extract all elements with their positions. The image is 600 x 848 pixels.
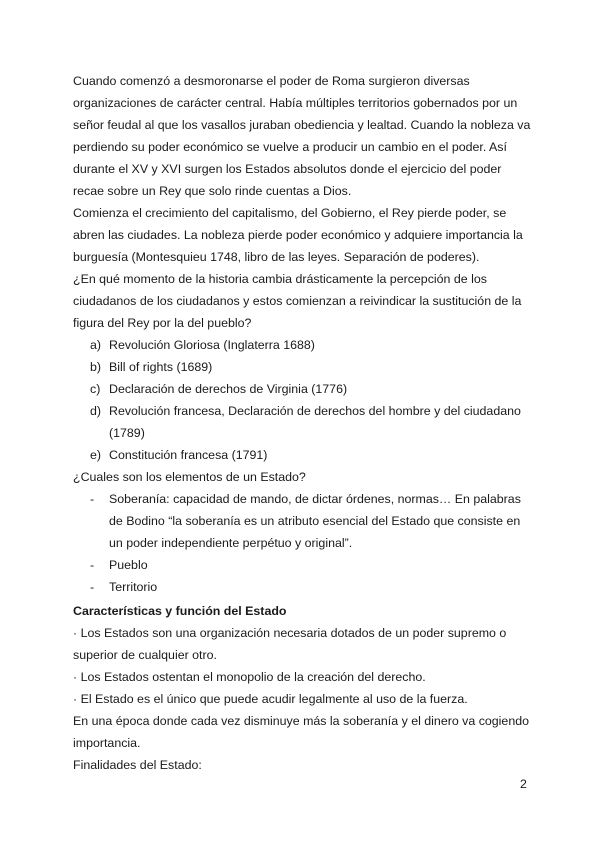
list-item: [73, 444, 533, 466]
characteristic-line: · El Estado es el único que puede acudir legalmente al uso de la fuerza.: [73, 692, 468, 706]
list-marker: e): [90, 448, 102, 462]
state-elements-list: [73, 488, 533, 598]
list-item-text: Revolución francesa, Declaración de derechos del hombre y del ciudadano (1789): [109, 404, 521, 440]
list-marker: a): [90, 338, 102, 352]
list-item: [73, 356, 533, 378]
characteristic-line: · Los Estados son una organización necesaria dotados de un poder supremo o superior de cualquier otro.: [73, 626, 507, 662]
list-item: [73, 334, 533, 356]
closing-paragraph: En una época donde cada vez disminuye más la soberanía y el dinero va cogiendo importancia.: [73, 714, 529, 750]
list-item: [73, 488, 533, 554]
list-marker: -: [90, 558, 95, 572]
list-item-text: Soberanía: capacidad de mando, de dictar órdenes, normas… En palabras de Bodino “la soberanía es un atributo esencial del Estado que consiste en un poder independiente perpétuo y original”.: [109, 492, 521, 550]
intro-paragraph: Cuando comenzó a desmoronarse el poder de Roma surgieron diversas organizaciones de carácter central. Había múltiples territorios gobernados por un señor feudal al que los vasallos juraban obediencia y lealtad. Cuando la nobleza va perdiendo su poder económico se vuelve a producir un cambio en el poder. Así durante el XV y XVI surgen los Estados absolutos donde el ejercicio del poder recae sobre un Rey que solo rinde cuentas a Dios.: [73, 74, 531, 198]
capitalism-paragraph: Comienza el crecimiento del capitalismo, del Gobierno, el Rey pierde poder, se abren las ciudades. La nobleza pierde poder económico y adquiere importancia la burguesía (Montesquieu 1748, libro de las leyes. Separación de poderes).: [73, 206, 523, 264]
list-item: [73, 554, 533, 576]
list-item-text: Bill of rights (1689): [109, 360, 213, 374]
section-heading: Características y función del Estado: [73, 604, 287, 618]
list-marker: b): [90, 360, 102, 374]
document-body: [73, 70, 533, 776]
list-marker: -: [90, 580, 95, 594]
list-marker: c): [90, 382, 101, 396]
historical-events-list: [73, 334, 533, 466]
list-item-text: Pueblo: [109, 558, 148, 572]
finalities-label: Finalidades del Estado:: [73, 758, 202, 772]
list-item-text: Declaración de derechos de Virginia (1776): [109, 382, 348, 396]
page-number: 2: [520, 777, 527, 791]
list-item-text: Revolución Gloriosa (Inglaterra 1688): [109, 338, 315, 352]
list-item-text: Constitución francesa (1791): [109, 448, 268, 462]
question-state-elements: ¿Cuales son los elementos de un Estado?: [73, 470, 306, 484]
list-marker: d): [90, 404, 102, 418]
characteristic-line: · Los Estados ostentan el monopolio de la creación del derecho.: [73, 670, 426, 684]
list-item-text: Territorio: [109, 580, 158, 594]
list-item: [73, 576, 533, 598]
question-historical-moment: ¿En qué momento de la historia cambia drásticamente la percepción de los ciudadanos de los ciudadanos y estos comienzan a reivindicar la sustitución de la figura del Rey por la del pueblo?: [73, 272, 522, 330]
list-item: [73, 378, 533, 400]
list-marker: -: [90, 492, 95, 506]
list-item: [73, 400, 533, 444]
